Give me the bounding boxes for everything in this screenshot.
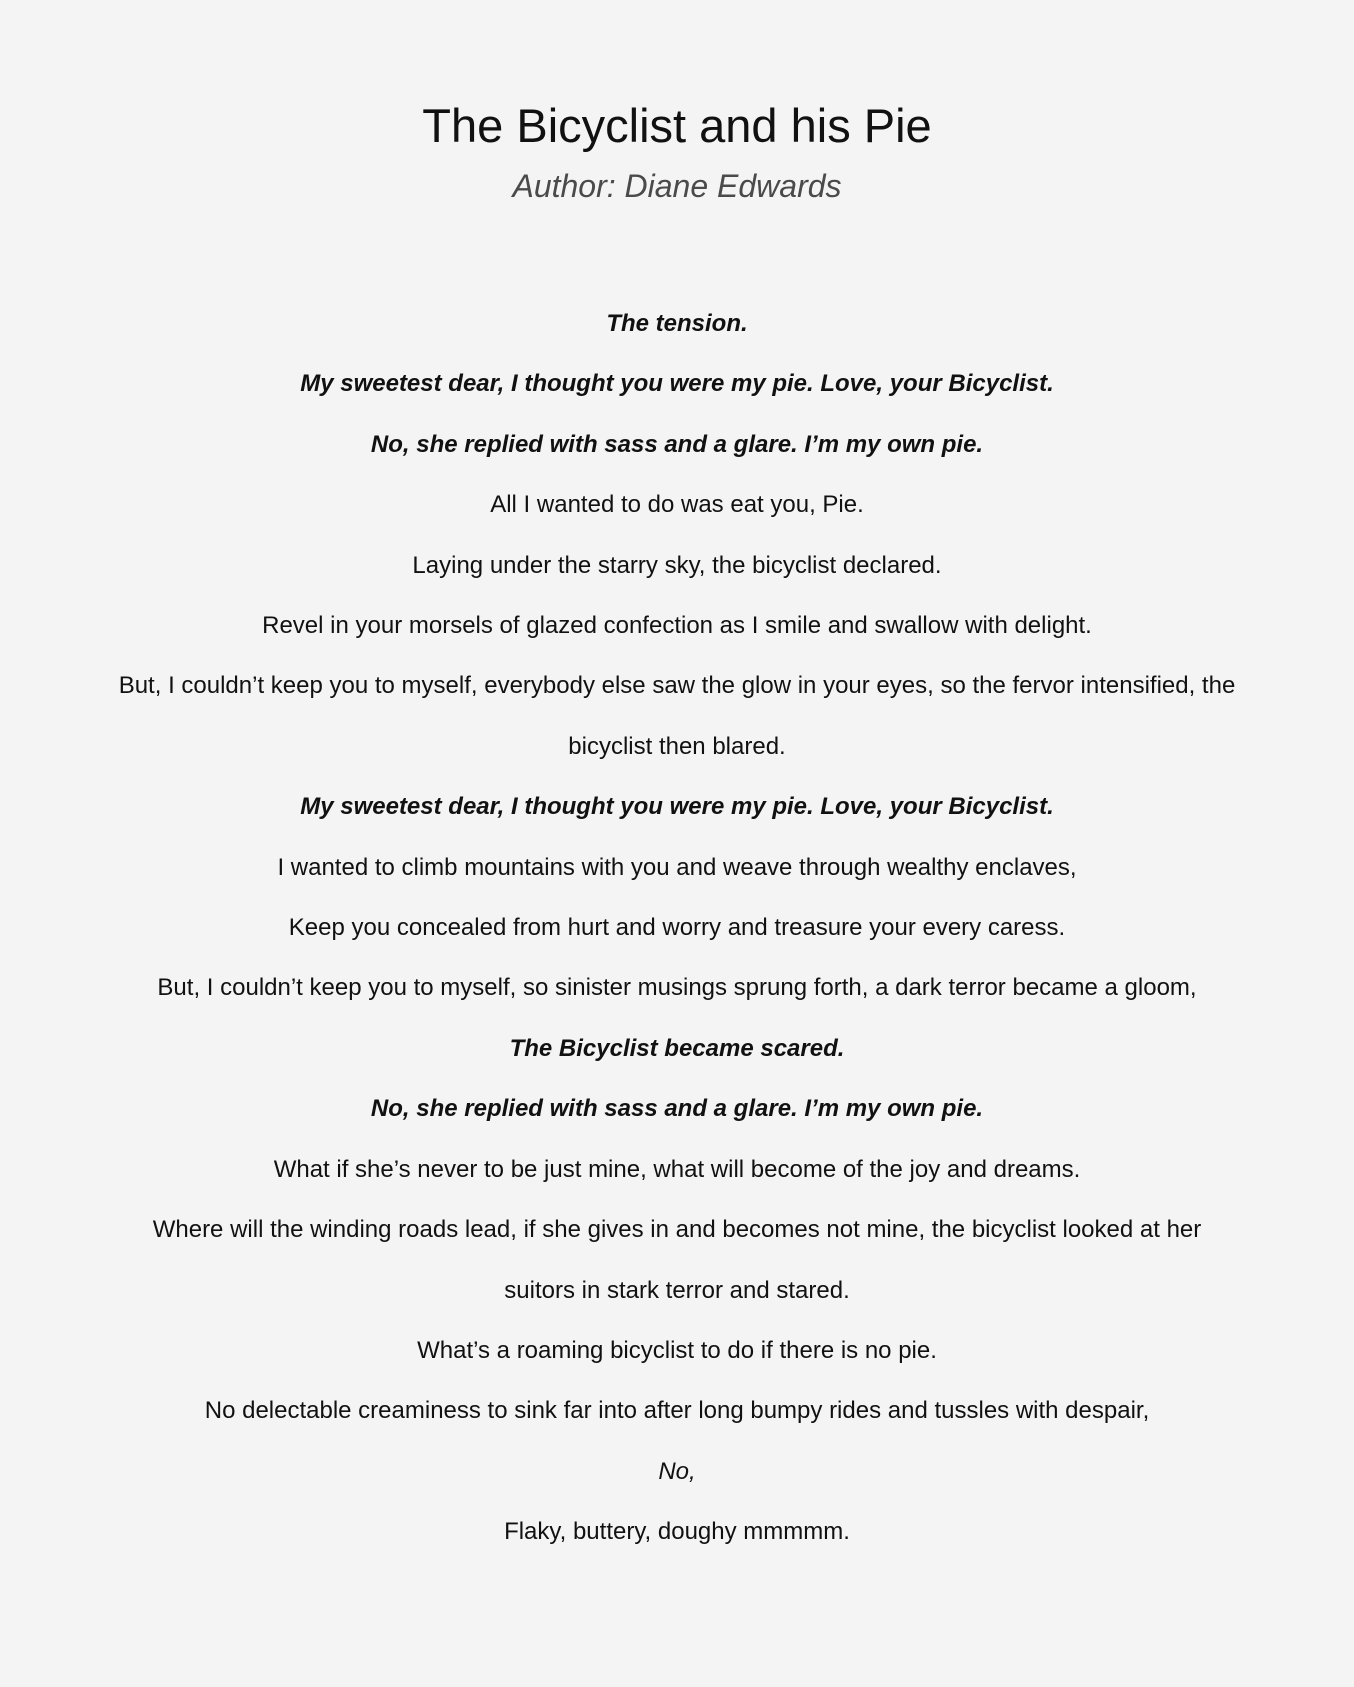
poem-line: But, I couldn’t keep you to myself, everybody else saw the glow in your eyes, so the fervor intensified, the bicyclist then blared. xyxy=(118,672,1236,760)
poem-line: I wanted to climb mountains with you and weave through wealthy enclaves, xyxy=(277,853,1077,881)
poem-line: What if she’s never to be just mine, what will become of the joy and dreams. xyxy=(273,1155,1081,1183)
poem-line: The Bicyclist became scared. xyxy=(509,1034,845,1062)
poem-line: But, I couldn’t keep you to myself, so sinister musings sprung forth, a dark terror became a gloom, xyxy=(157,974,1197,1002)
poem-line: No delectable creaminess to sink far into after long bumpy rides and tussles with despair, xyxy=(204,1397,1150,1425)
poem-line: Laying under the starry sky, the bicyclist declared. xyxy=(412,551,942,579)
poem-body xyxy=(117,294,1237,1563)
poem-line: My sweetest dear, I thought you were my pie. Love, your Bicyclist. xyxy=(300,793,1054,821)
poem-line: The tension. xyxy=(606,310,748,337)
poem-line: Where will the winding roads lead, if she gives in and becomes not mine, the bicyclist looked at her suitors in stark terror and stared. xyxy=(152,1216,1202,1304)
poem-line: No, xyxy=(658,1457,696,1485)
author-line: Author: Diane Edwards xyxy=(512,168,842,204)
poem-line: What’s a roaming bicyclist to do if there is no pie. xyxy=(417,1336,937,1364)
poem-line: My sweetest dear, I thought you were my pie. Love, your Bicyclist. xyxy=(300,370,1054,398)
poem-line: All I wanted to do was eat you, Pie. xyxy=(490,491,864,519)
poem-line: No, she replied with sass and a glare. I’m my own pie. xyxy=(370,1095,984,1123)
poem-line: Flaky, buttery, doughy mmmmm. xyxy=(504,1518,850,1546)
poem-line: Keep you concealed from hurt and worry and treasure your every caress. xyxy=(288,914,1066,942)
poem-line: No, she replied with sass and a glare. I’m my own pie. xyxy=(370,430,984,458)
poem-line: Revel in your morsels of glazed confection as I smile and swallow with delight. xyxy=(262,612,1092,640)
document-title: The Bicyclist and his Pie xyxy=(422,99,932,152)
